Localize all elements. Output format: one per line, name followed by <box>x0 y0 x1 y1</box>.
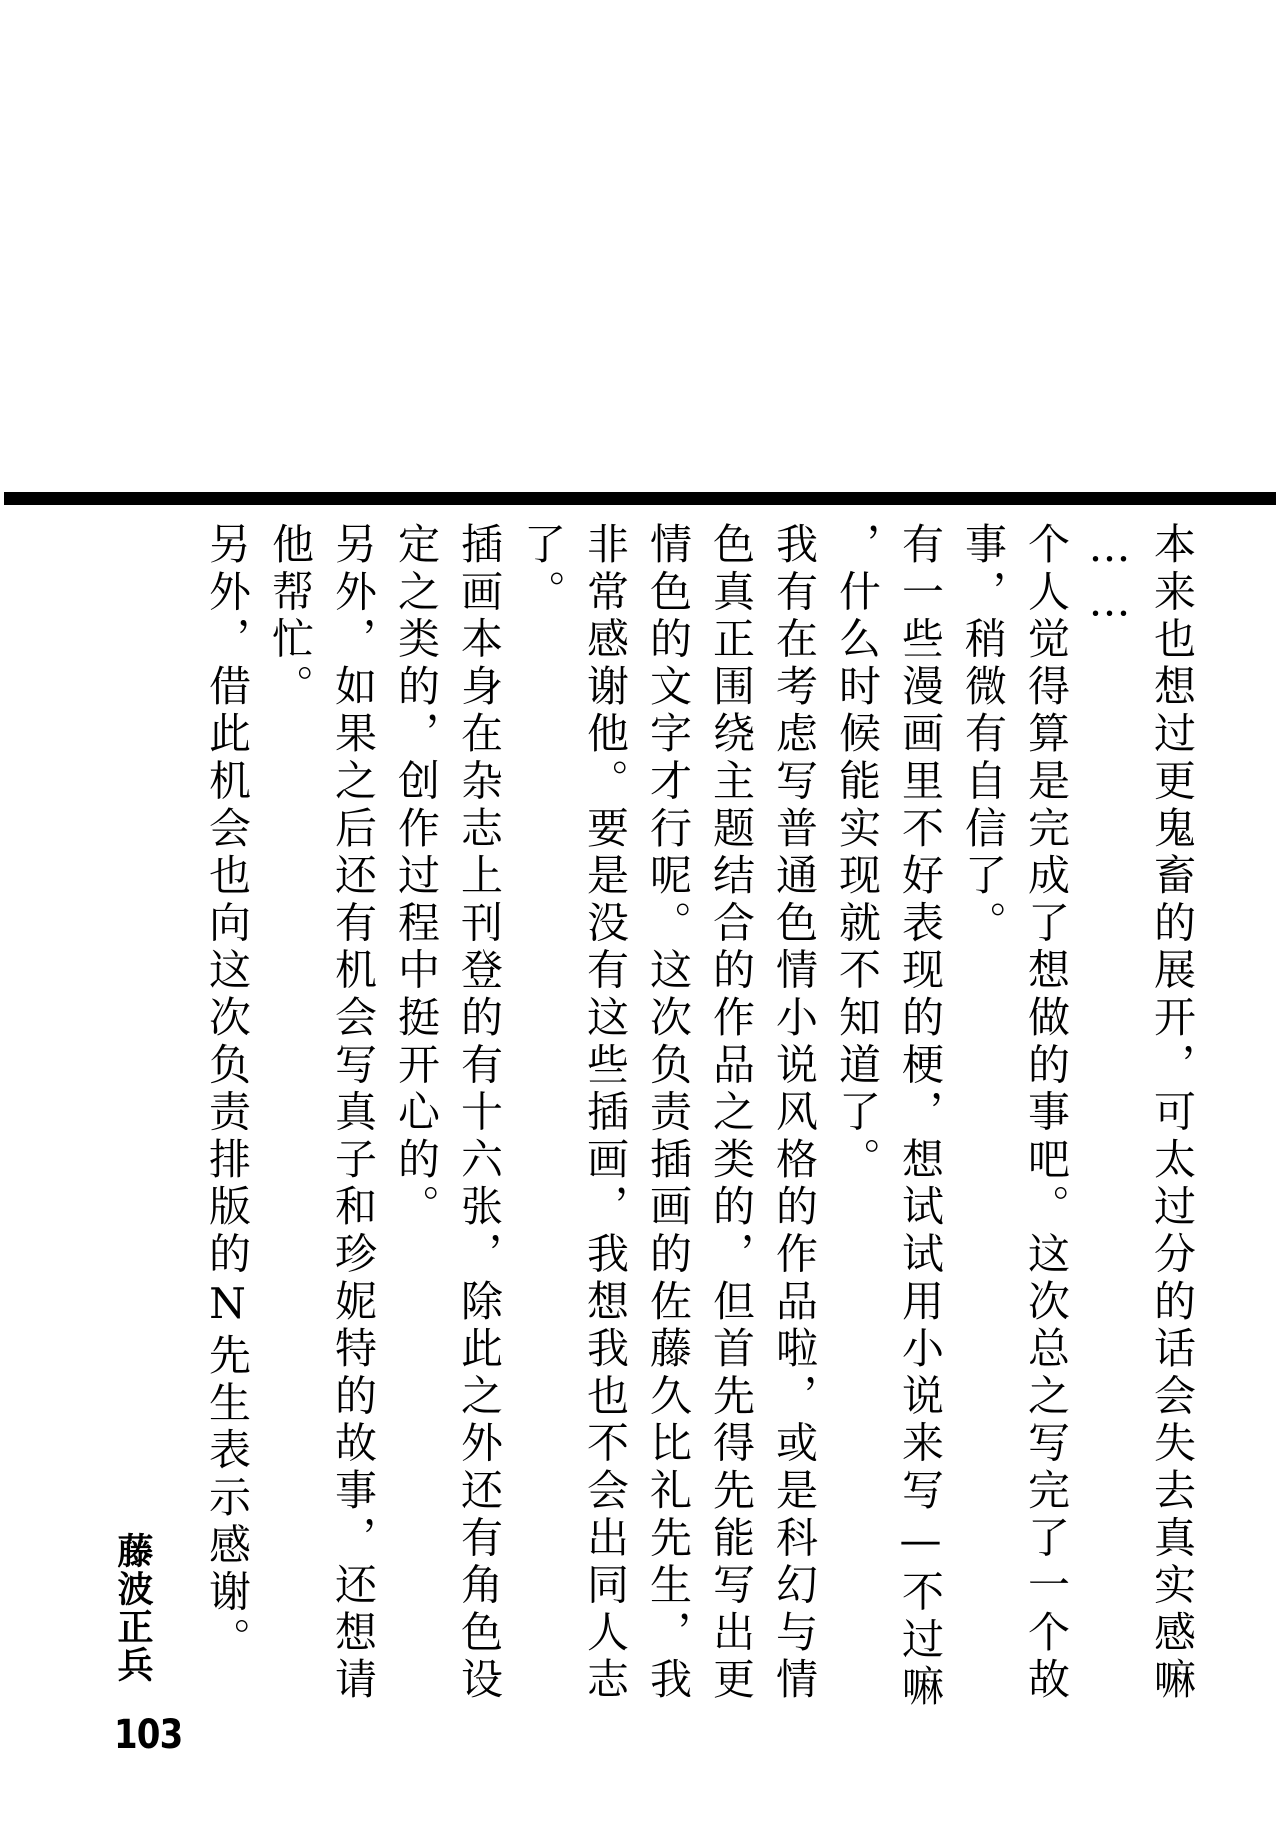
text-line: 有一些漫画里不好表现的梗，想试试用小说来写—不过嘛 <box>896 522 945 1712</box>
text-line: 另外，借此机会也向这次负责排版的N先生表示感谢。 <box>203 522 252 1665</box>
text-line: 个人觉得算是完成了想做的事吧。这次总之写完了一个故 <box>1022 522 1071 1705</box>
text-line: 他帮忙。 <box>266 522 315 712</box>
text-line: ，什么时候能实现就不知道了。 <box>833 522 882 1185</box>
text-line: 非常感谢他。要是没有这些插画，我想我也不会出同人志 <box>581 522 630 1705</box>
text-line: 情色的文字才行呢。这次负责插画的佐藤久比礼先生，我 <box>644 522 693 1705</box>
text-line: 插画本身在杂志上刊登的有十六张，除此之外还有角色设 <box>455 522 504 1705</box>
text-line: 本来也想过更鬼畜的展开，可太过分的话会失去真实感嘛 <box>1148 522 1197 1705</box>
page-number: 103 <box>114 1712 183 1758</box>
text-line: 事，稍微有自信了。 <box>959 522 1008 948</box>
text-line: 我有在考虑写普通色情小说风格的作品啦，或是科幻与情 <box>770 522 819 1705</box>
afterword-text <box>196 522 1204 1722</box>
text-line: 定之类的，创作过程中挺开心的。 <box>392 522 441 1232</box>
text-line: …… <box>1085 522 1134 631</box>
author-name: 藤波正兵 <box>112 1532 153 1684</box>
header-rule <box>4 492 1276 505</box>
text-line: 另外，如果之后还有机会写真子和珍妮特的故事，还想请 <box>329 522 378 1705</box>
text-line: 色真正围绕主题结合的作品之类的，但首先得先能写出更 <box>707 522 756 1705</box>
text-line: 了。 <box>518 522 567 617</box>
